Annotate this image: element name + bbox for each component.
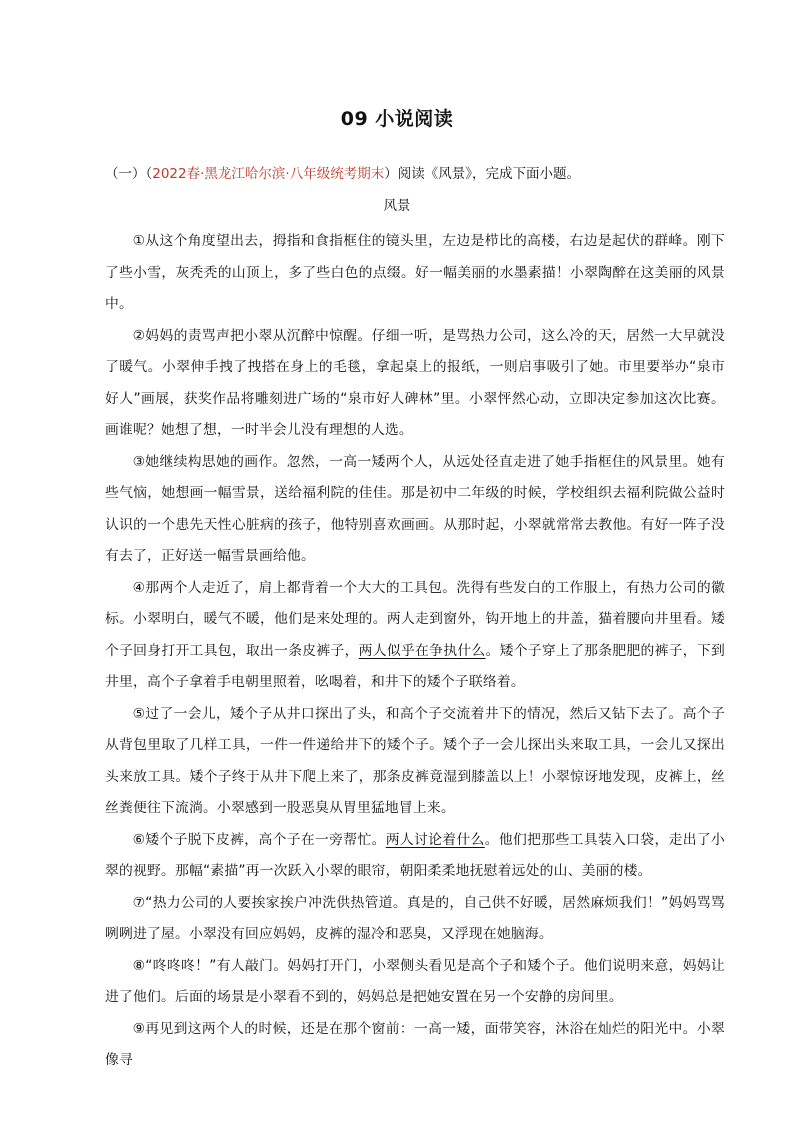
story-paragraph [105, 825, 725, 888]
paragraph-text: ①从这个角度望出去，拇指和食指框住的镜头里，左边是栉比的高楼，右边是起伏的群峰。刚下了些小雪，灰秃秃的山顶上，多了些白色的点缀。好一幅美丽的水墨素描！小翠陶醉在这美丽的风景中。 [105, 233, 725, 312]
question-heading [105, 164, 745, 184]
story-paragraph [105, 699, 725, 825]
question-suffix: ）阅读《风景》，完成下面小题。 [384, 166, 580, 182]
paragraph-text: ⑨再见到这两个人的时候，还是在那个窗前：一高一矮，面带笑容，沐浴在灿烂的阳光中。小翠像寻 [105, 1020, 725, 1068]
story-paragraph [105, 1014, 725, 1077]
underlined-phrase: 两人似乎在争执什么 [358, 642, 486, 659]
paragraph-text: ⑧“咚咚咚！”有人敲门。妈妈打开门，小翠侧头看见是高个子和矮个子。他们说明来意，妈妈让进了他们。后面的场景是小翠看不到的，妈妈总是把她安置在另一个安静的房间里。 [105, 957, 725, 1005]
story-body [105, 226, 725, 1077]
question-source: 2022春·黑龙江哈尔滨·八年级统考期末 [152, 166, 385, 182]
paragraph-text: ⑥矮个子脱下皮裤，高个子在一旁帮忙。 [132, 831, 386, 848]
story-paragraph [105, 447, 725, 573]
document-title: 09 小说阅读 [340, 108, 454, 130]
paragraph-text: ③她继续构思她的画作。忽然，一高一矮两个人，从远处径直走进了她手指框住的风景里。她有些气恼，她想画一幅雪景，送给福利院的佳佳。那是初中二年级的时候，学校组织去福利院做公益时认识的一个患先天性心脏病的孩子，他特别喜欢画画。从那时起，小翠就常常去教他。有好一阵子没有去了，正好送一幅雪景画给他。 [105, 453, 725, 564]
story-paragraph [105, 951, 725, 1014]
paragraph-text: 。他们把那些工具装入口袋，走出了小翠的视野。那幅“素描”再一次跃入小翠的眼帘，朝阳柔柔地抚慰着远处的山、美丽的楼。 [105, 831, 726, 879]
paragraph-text: 。矮个子穿上了那条肥肥的裤子，下到井里，高个子拿着手电朝里照着，吆喝着，和井下的矮个子联络着。 [105, 642, 725, 690]
underlined-phrase: 两人讨论着什么 [385, 831, 485, 848]
story-title: 风景 [383, 198, 411, 214]
question-prefix: （一）（ [105, 166, 153, 182]
paragraph-text: ⑤过了一会儿，矮个子从井口探出了头，和高个子交流着井下的情况，然后又钻下去了。高个子从背包里取了几样工具，一件一件递给井下的矮个子。矮个子一会儿探出头来取工具，一会儿又探出头来放工具。矮个子终于从井下爬上来了，那条皮裤竟湿到膝盖以上！小翠惊讶地发现，皮裤上，丝丝粪便往下流淌。小翠感到一股恶臭从胃里猛地冒上来。 [105, 705, 725, 816]
story-paragraph [105, 226, 725, 321]
paragraph-text: ②妈妈的责骂声把小翠从沉醉中惊醒。仔细一听，是骂热力公司，这么冷的天，居然一大早就没了暖气。小翠伸手拽了拽搭在身上的毛毯，拿起桌上的报纸，一则启事吸引了她。市里要举办“泉市好人”画展，获奖作品将雕刻进广场的“泉市好人碑林”里。小翠怦然心动，立即决定参加这次比赛。画谁呢？她想了想，一时半会儿没有理想的人选。 [105, 327, 725, 438]
paragraph-text: ⑦“热力公司的人要挨家挨户冲洗供热管道。真是的，自己供不好暖，居然麻烦我们！”妈妈骂骂咧咧进了屋。小翠没有回应妈妈，皮裤的湿冷和恶臭，又浮现在她脑海。 [105, 894, 725, 942]
story-paragraph [105, 888, 725, 951]
paragraph-text: ④那两个人走近了，肩上都背着一个大大的工具包。洗得有些发白的工作服上，有热力公司的徽标。小翠明白，暖气不暖，他们是来处理的。两人走到窗外，钩开地上的井盖，猫着腰向井里看。矮个子回身打开工具包，取出一条皮裤子， [105, 579, 725, 659]
story-paragraph [105, 321, 725, 447]
story-paragraph [105, 573, 725, 699]
